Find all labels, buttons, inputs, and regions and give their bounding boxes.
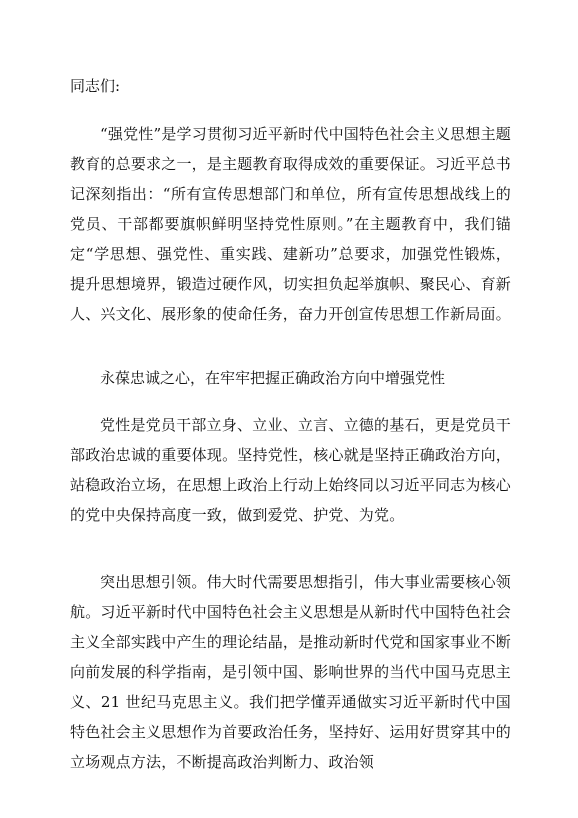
body-paragraph-party-spirit: 党性是党员干部立身、立业、立言、立德的基石，更是党员干部政治忠诚的重要体现。坚持党性，核心就是坚持正确政治方向，站稳政治立场，在思想上政治上行动上始终同以习近平同志为核心的党中央保持高度一致，做到爱党、护党、为党。 — [70, 416, 511, 524]
salutation: 同志们: — [70, 77, 121, 95]
intro-paragraph: “强党性”是学习贯彻习近平新时代中国特色社会主义思想主题教育的总要求之一，是主题教育取得成效的重要保证。习近平总书记深刻指出：“所有宣传思想部门和单位，所有宣传思想战线上的党员、干部都要旗帜鲜明坚持党性原则。”在主题教育中，我们锚定“学思想、强党性、重实践、建新功”总要求，加强党性锻炼，提升思想境界，锻造过硬作风，切实担负起举旗帜、聚民心、育新人、兴文化、展形象的使命任务，奋力开创宣传思想工作新局面。 — [70, 125, 511, 323]
body-paragraph-thought-guidance: 突出思想引领。伟大时代需要思想指引，伟大事业需要核心领航。习近平新时代中国特色社会主义思想是从新时代中国特色社会主义全部实践中产生的理论结晶，是推动新时代党和国家事业不断向前发展的科学指南，是引领中国、影响世界的当代中国马克思主义、21 世纪马克思主义。我们把学懂弄通做实习近平新时代中国特色社会主义思想作为首要政治任务，坚持好、运用好贯穿其中的立场观点方法，不断提高政治判断力、政治领 — [70, 573, 511, 771]
section-heading: 永葆忠诚之心，在牢牢把握正确政治方向中增强党性 — [100, 369, 446, 387]
